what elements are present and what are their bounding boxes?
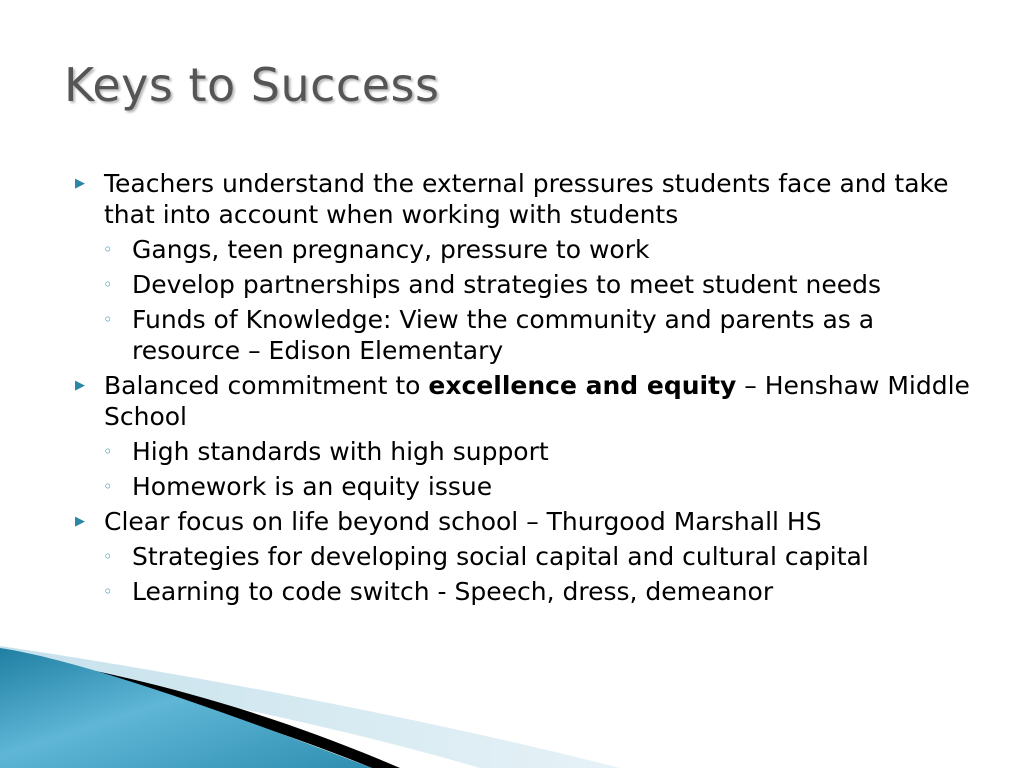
triangle-right-icon: ▶ — [75, 514, 85, 529]
circle-outline-icon: ◦ — [103, 310, 113, 329]
bullet-text: Teachers understand the external pressures students face and take that into account when working with students — [104, 169, 949, 229]
circle-outline-icon: ◦ — [103, 240, 113, 259]
bullet-text-before: Balanced commitment to — [104, 371, 429, 400]
bullet-text: Clear focus on life beyond school – Thurgood Marshall HS — [104, 507, 822, 536]
sub-bullet-text: Strategies for developing social capital and cultural capital — [132, 542, 869, 571]
circle-outline-icon: ◦ — [103, 442, 113, 461]
sub-bullet-text: Learning to code switch - Speech, dress, demeanor — [132, 577, 774, 606]
bullet-text-bold: excellence and equity — [428, 371, 737, 400]
triangle-right-icon: ▶ — [75, 176, 85, 191]
circle-outline-icon: ◦ — [103, 547, 113, 566]
slide-title: Keys to Success — [64, 58, 440, 112]
triangle-right-icon: ▶ — [75, 378, 85, 393]
sub-bullet-text: Homework is an equity issue — [132, 472, 493, 501]
circle-outline-icon: ◦ — [103, 477, 113, 496]
sub-bullet-text: Develop partnerships and strategies to meet student needs — [132, 270, 881, 299]
sub-bullet-text: Gangs, teen pregnancy, pressure to work — [132, 235, 650, 264]
sub-bullet-text: Funds of Knowledge: View the community and parents as a resource – Edison Elementary — [132, 305, 875, 365]
circle-outline-icon: ◦ — [103, 582, 113, 601]
bullet-text-after: – Henshaw Middle School — [104, 371, 970, 431]
circle-outline-icon: ◦ — [103, 275, 113, 294]
sub-bullet-text: High standards with high support — [132, 437, 549, 466]
